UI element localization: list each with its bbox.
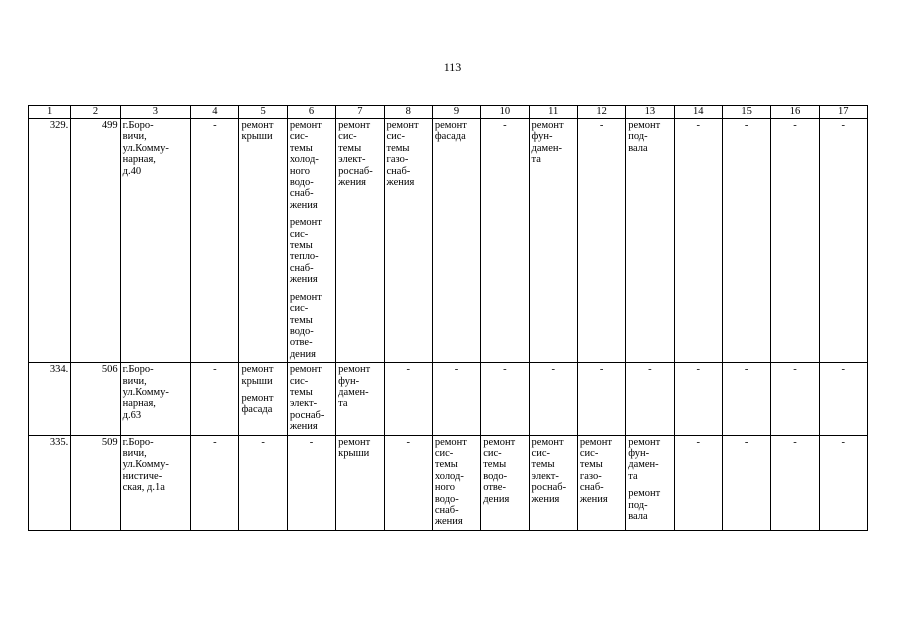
column-header-15: 15	[722, 106, 770, 119]
cell-text-line: отве-	[483, 482, 506, 494]
cell-text-line: отве-	[289, 337, 313, 349]
column-header-14: 14	[674, 106, 722, 119]
cell-text-line: сис-	[579, 447, 599, 459]
cell-text-line: темы	[289, 386, 313, 398]
empty-work-cell: -	[819, 435, 867, 530]
repair-schedule-table	[28, 105, 868, 531]
work-item	[241, 393, 284, 416]
cell-text-line: фасада	[241, 404, 273, 416]
cell-text-line: ремонт	[386, 120, 419, 131]
cell-text-line: сис-	[289, 303, 309, 315]
cell-text-line: водо-	[289, 177, 314, 189]
cell-text-line: ремонт	[289, 217, 322, 229]
cell-text-line: элект-	[531, 470, 559, 482]
empty-work-cell: -	[529, 363, 577, 435]
work-item	[387, 120, 430, 188]
cell-text-line: д.40	[122, 165, 142, 177]
work-type-cell	[626, 119, 674, 363]
cell-text-line: роснаб-	[531, 482, 567, 494]
cell-text-line: водо-	[483, 470, 508, 482]
cell-text-line: крыши	[241, 131, 273, 143]
cell-text-line: вала	[628, 142, 648, 154]
cell-text-line: элект-	[289, 398, 318, 410]
empty-work-cell: -	[287, 435, 335, 530]
cell-text-line: сис-	[483, 447, 502, 459]
cell-text-line: жения	[386, 177, 415, 189]
work-item	[483, 437, 526, 505]
work-item	[338, 120, 381, 188]
work-type-cell	[626, 435, 674, 530]
cell-text-line: снаб-	[289, 262, 314, 274]
cell-text-line: дамен-	[628, 459, 659, 471]
cell-text-line: нарная,	[122, 398, 156, 410]
column-header-17: 17	[819, 106, 867, 119]
cell-text-line: жения	[531, 493, 560, 505]
cell-text-line: нистиче-	[122, 470, 163, 482]
cell-text-line: ремонт	[338, 120, 371, 131]
work-item	[290, 364, 333, 432]
cell-text-line: ремонт	[289, 120, 322, 131]
empty-work-cell: -	[819, 363, 867, 435]
address-cell	[120, 119, 191, 363]
cell-text-line: дамен-	[531, 142, 562, 154]
column-header-1: 1	[29, 106, 71, 119]
cell-text-line: сис-	[289, 375, 309, 387]
cell-text-line: вичи,	[122, 447, 147, 459]
column-header-7: 7	[336, 106, 384, 119]
column-number-row	[29, 106, 868, 119]
cell-text-line: нарная,	[122, 154, 156, 166]
work-type-cell	[577, 435, 625, 530]
cell-text-line: роснаб-	[289, 409, 325, 421]
cell-text-line: дамен-	[338, 386, 369, 398]
cell-text-line: фасада	[434, 131, 466, 143]
cell-text-line: ремонт	[434, 120, 467, 131]
cell-text-line: ремонт	[628, 436, 661, 448]
cell-text-line: ного	[434, 482, 456, 494]
column-header-9: 9	[432, 106, 480, 119]
page-number: 113	[443, 60, 462, 74]
cell-text-line: сис-	[289, 228, 309, 240]
cell-text-line: г.Боро-	[122, 436, 154, 448]
table-row	[29, 119, 868, 363]
cell-text-line: дения	[289, 348, 316, 360]
object-id-cell: 506	[71, 363, 120, 435]
row-number-cell: 334.	[29, 363, 71, 435]
cell-text-line: крыши	[241, 375, 273, 387]
work-type-cell	[239, 119, 287, 363]
work-type-cell	[481, 435, 529, 530]
empty-work-cell: -	[384, 435, 432, 530]
empty-work-cell: -	[722, 119, 770, 363]
cell-text-line: фун-	[531, 131, 553, 143]
work-type-cell	[336, 363, 384, 435]
cell-text-line: ремонт	[628, 488, 661, 500]
work-type-cell	[384, 119, 432, 363]
cell-text-line: ремонт	[628, 120, 661, 131]
empty-work-cell: -	[577, 119, 625, 363]
address-cell	[120, 435, 191, 530]
work-item	[290, 120, 333, 211]
empty-work-cell: -	[191, 363, 239, 435]
empty-work-cell: -	[771, 435, 819, 530]
cell-text-line: жения	[289, 199, 318, 211]
cell-text-line: ремонт	[338, 364, 371, 376]
cell-text-line: ремонт	[338, 436, 371, 448]
cell-text-line: темы	[289, 314, 313, 326]
cell-text-line: сис-	[289, 131, 309, 143]
cell-text-line: та	[531, 154, 541, 166]
column-header-6: 6	[287, 106, 335, 119]
cell-text-line: элект-	[338, 154, 366, 166]
work-type-cell	[432, 119, 480, 363]
empty-work-cell: -	[481, 119, 529, 363]
cell-text-line: сис-	[386, 131, 405, 143]
empty-work-cell: -	[626, 363, 674, 435]
empty-work-cell: -	[771, 363, 819, 435]
cell-text-line: г.Боро-	[122, 364, 154, 376]
empty-work-cell: -	[722, 435, 770, 530]
work-type-cell	[336, 119, 384, 363]
cell-text-line: жения	[579, 493, 608, 505]
empty-work-cell: -	[722, 363, 770, 435]
work-item	[628, 488, 671, 522]
cell-text-line: снаб-	[579, 482, 604, 494]
cell-text-line: г.Боро-	[122, 120, 154, 131]
cell-text-line: снаб-	[386, 165, 411, 177]
column-header-3: 3	[120, 106, 191, 119]
empty-work-cell: -	[481, 363, 529, 435]
work-type-cell	[336, 435, 384, 530]
cell-text-line: ремонт	[241, 392, 274, 404]
column-header-12: 12	[577, 106, 625, 119]
cell-text-line: ремонт	[241, 120, 274, 131]
cell-text-line: под-	[628, 499, 648, 511]
cell-text-line: ул.Комму-	[122, 459, 169, 471]
cell-text-line: ремонт	[579, 436, 612, 448]
empty-work-cell: -	[674, 435, 722, 530]
cell-text-line: холод-	[289, 154, 319, 166]
cell-text-line: темы	[483, 459, 507, 471]
cell-text-line: темы	[386, 142, 410, 154]
empty-work-cell: -	[577, 363, 625, 435]
cell-text-line: жения	[434, 516, 463, 528]
cell-text-line: водо-	[434, 493, 459, 505]
work-item	[338, 364, 381, 410]
work-type-cell	[287, 119, 335, 363]
table-row	[29, 435, 868, 530]
cell-text-line: ремонт	[289, 291, 322, 303]
work-type-cell	[529, 119, 577, 363]
cell-text-line: ремонт	[531, 120, 564, 131]
cell-text-line: жения	[289, 274, 318, 286]
cell-text-line: темы	[531, 459, 555, 471]
cell-text-line: сис-	[338, 131, 357, 143]
cell-text-line: дения	[483, 493, 510, 505]
cell-text-line: ул.Комму-	[122, 142, 169, 154]
cell-text-line: ская, д.1а	[122, 482, 165, 494]
cell-text-line: сис-	[531, 447, 550, 459]
empty-work-cell: -	[819, 119, 867, 363]
cell-text-line: водо-	[289, 325, 314, 337]
empty-work-cell: -	[384, 363, 432, 435]
cell-text-line: роснаб-	[338, 165, 373, 177]
work-type-cell	[529, 435, 577, 530]
column-header-16: 16	[771, 106, 819, 119]
cell-text-line: вичи,	[122, 131, 147, 143]
empty-work-cell: -	[432, 363, 480, 435]
work-type-cell	[287, 363, 335, 435]
empty-work-cell: -	[239, 435, 287, 530]
cell-text-line: ного	[289, 165, 310, 177]
cell-text-line: д.63	[122, 409, 142, 421]
work-type-cell	[239, 363, 287, 435]
cell-text-line: та	[338, 398, 348, 410]
row-number-cell: 329.	[29, 119, 71, 363]
column-header-10: 10	[481, 106, 529, 119]
cell-text-line: снаб-	[434, 505, 459, 516]
cell-text-line: сис-	[434, 447, 454, 459]
cell-text-line: под-	[628, 131, 648, 143]
cell-text-line: ремонт	[434, 436, 467, 448]
work-item	[241, 364, 284, 387]
cell-text-line: фун-	[338, 375, 360, 387]
cell-text-line: снаб-	[289, 188, 314, 200]
work-item	[290, 217, 333, 285]
empty-work-cell: -	[191, 119, 239, 363]
cell-text-line: ремонт	[289, 364, 322, 376]
empty-work-cell: -	[674, 363, 722, 435]
cell-text-line: крыши	[338, 447, 370, 459]
column-header-4: 4	[191, 106, 239, 119]
column-header-5: 5	[239, 106, 287, 119]
cell-text-line: темы	[434, 459, 458, 471]
cell-text-line: холод-	[434, 470, 464, 482]
work-item	[628, 120, 671, 154]
cell-text-line: газо-	[579, 470, 602, 482]
cell-text-line: темы	[579, 459, 603, 471]
cell-text-line: ремонт	[241, 364, 274, 376]
work-item	[241, 120, 284, 143]
empty-work-cell: -	[771, 119, 819, 363]
cell-text-line: темы	[289, 142, 313, 154]
cell-text-line: жения	[289, 421, 318, 433]
column-header-11: 11	[529, 106, 577, 119]
work-item	[628, 437, 671, 483]
work-item	[580, 437, 623, 505]
column-header-8: 8	[384, 106, 432, 119]
work-item	[338, 437, 381, 460]
cell-text-line: ремонт	[483, 436, 516, 448]
empty-work-cell: -	[674, 119, 722, 363]
column-header-13: 13	[626, 106, 674, 119]
column-header-2: 2	[71, 106, 120, 119]
work-item	[435, 120, 478, 143]
work-item	[532, 120, 575, 166]
cell-text-line: та	[628, 470, 638, 482]
work-item	[290, 292, 333, 360]
cell-text-line: ул.Комму-	[122, 386, 169, 398]
cell-text-line: газо-	[386, 154, 409, 166]
empty-work-cell: -	[191, 435, 239, 530]
cell-text-line: вала	[628, 511, 648, 522]
cell-text-line: темы	[338, 142, 362, 154]
cell-text-line: темы	[289, 240, 313, 252]
row-number-cell: 335.	[29, 435, 71, 530]
cell-text-line: фун-	[628, 447, 650, 459]
work-item	[435, 437, 478, 528]
cell-text-line: ремонт	[531, 436, 564, 448]
cell-text-line: тепло-	[289, 251, 319, 263]
table-row	[29, 363, 868, 435]
object-id-cell: 509	[71, 435, 120, 530]
object-id-cell: 499	[71, 119, 120, 363]
address-cell	[120, 363, 191, 435]
work-item	[532, 437, 575, 505]
cell-text-line: жения	[338, 177, 367, 189]
cell-text-line: вичи,	[122, 375, 147, 387]
work-type-cell	[432, 435, 480, 530]
